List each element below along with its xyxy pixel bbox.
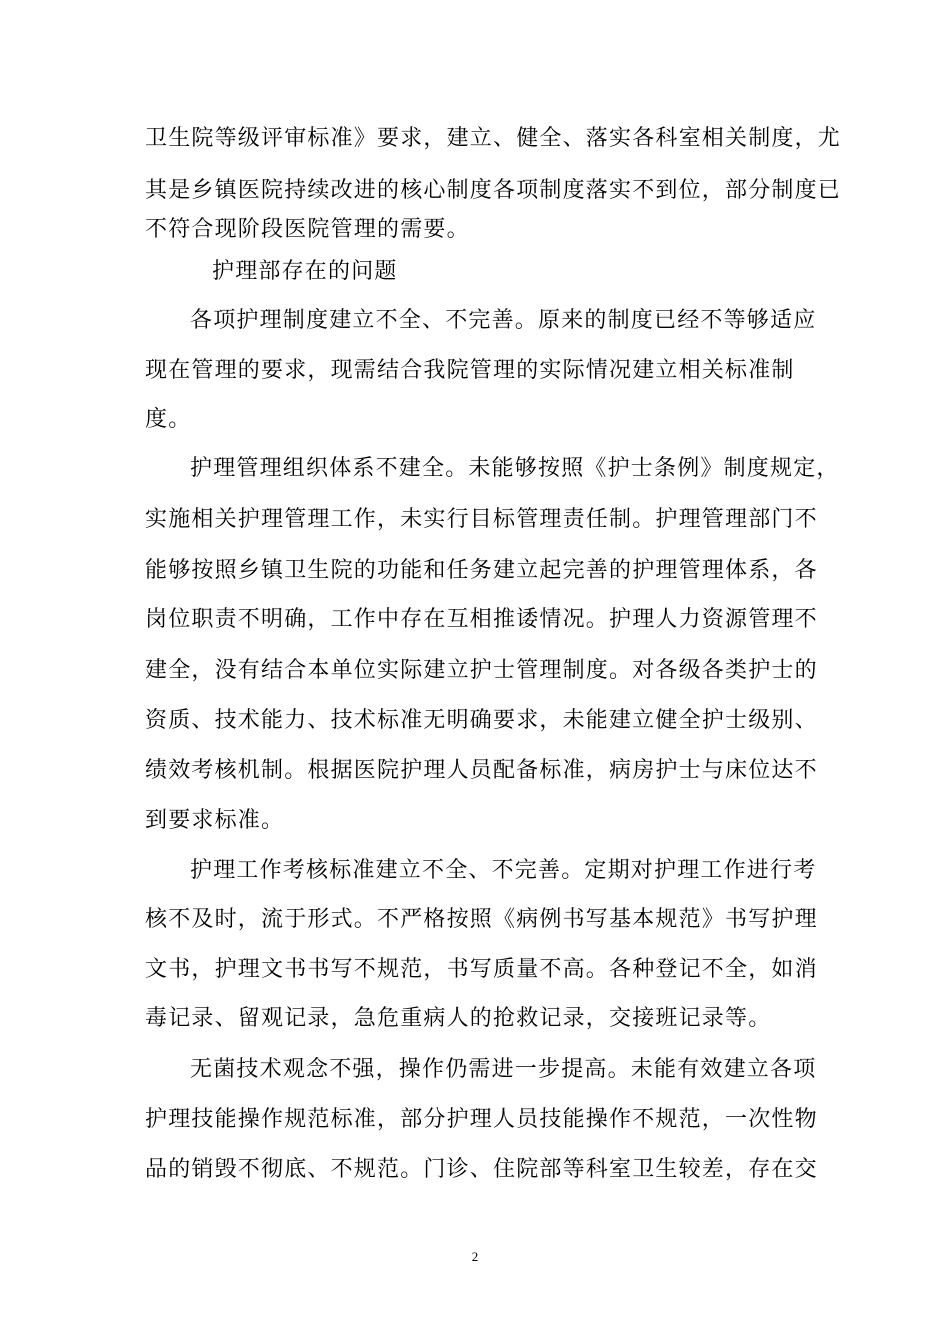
text-line: 不符合现阶段医院管理的需要。 [145, 217, 470, 242]
text-line: 护理管理组织体系不建全。未能够按照《护士条例》制度规定， [190, 456, 840, 481]
text-line: 能够按照乡镇卫生院的功能和任务建立起完善的护理管理体系，各 [145, 558, 818, 583]
text-line: 护理工作考核标准建立不全、不完善。定期对护理工作进行考 [190, 858, 817, 883]
text-line: 现在管理的要求，现需结合我院管理的实际情况建立相关标准制 [145, 358, 795, 383]
text-line: 毒记录、留观记录，急危重病人的抢救记录，交接班记录等。 [145, 1006, 772, 1031]
text-line: 护理技能操作规范标准，部分护理人员技能操作不规范，一次性物 [145, 1107, 818, 1132]
section-heading: 护理部存在的问题 [212, 259, 398, 284]
text-line: 岗位职责不明确，工作中存在互相推诿情况。护理人力资源管理不 [145, 607, 818, 632]
text-line: 其是乡镇医院持续改进的核心制度各项制度落实不到位，部分制度已 [145, 178, 842, 203]
text-line: 绩效考核机制。根据医院护理人员配备标准，病房护士与床位达不 [145, 758, 818, 783]
text-line: 核不及时，流于形式。不严格按照《病例书写基本规范》书写护理 [145, 907, 818, 932]
page-number: 2 [471, 1249, 479, 1264]
text-line: 资质、技术能力、技术标准无明确要求，未能建立健全护士级别、 [145, 708, 818, 733]
text-line: 无菌技术观念不强，操作仍需进一步提高。未能有效建立各项 [190, 1057, 817, 1082]
text-line: 品的销毁不彻底、不规范。门诊、住院部等科室卫生较差，存在交 [145, 1157, 818, 1182]
text-line: 度。 [145, 407, 192, 432]
text-line: 各项护理制度建立不全、不完善。原来的制度已经不等够适应 [190, 308, 817, 333]
text-line: 文书，护理文书书写不规范，书写质量不高。各种登记不全，如消 [145, 957, 818, 982]
text-line: 建全，没有结合本单位实际建立护士管理制度。对各级各类护士的 [145, 658, 818, 683]
text-line: 卫生院等级评审标准》要求，建立、健全、落实各科室相关制度，尤 [145, 126, 842, 151]
text-line: 实施相关护理管理工作，未实行目标管理责任制。护理管理部门不 [145, 507, 818, 532]
text-line: 到要求标准。 [145, 808, 285, 833]
